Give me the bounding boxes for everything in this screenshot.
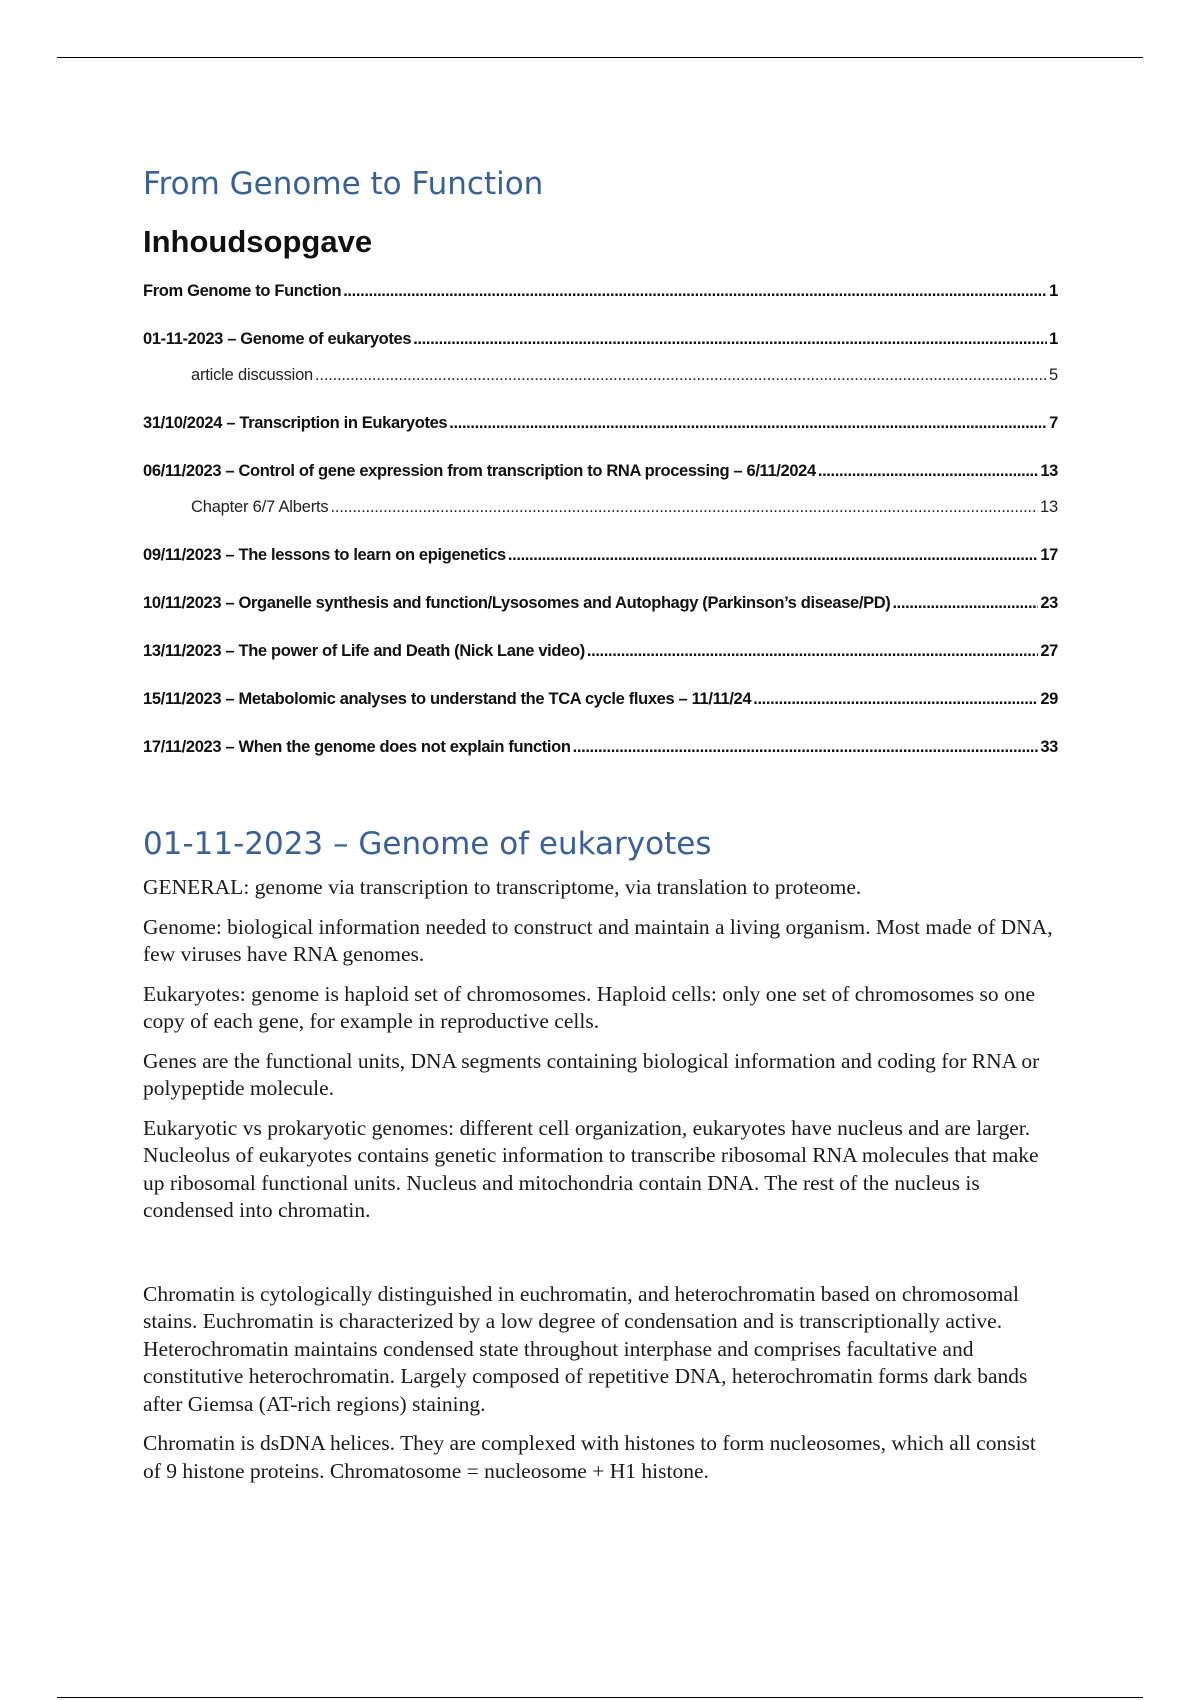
toc-entry[interactable] xyxy=(143,640,1058,662)
toc-entry-title: Chapter 6/7 Alberts xyxy=(191,498,329,516)
toc-entry-page-number: 23 xyxy=(1040,594,1058,612)
toc-entry-page-number: 5 xyxy=(1049,366,1058,384)
toc-entry[interactable] xyxy=(143,460,1058,482)
toc-leader-dots xyxy=(573,736,1039,758)
document-title: From Genome to Function xyxy=(143,166,544,202)
toc-entry-page-number: 17 xyxy=(1040,546,1058,564)
table-of-contents xyxy=(143,280,1058,758)
toc-entry[interactable] xyxy=(143,328,1058,350)
toc-entry-title: 01-11-2023 – Genome of eukaryotes xyxy=(143,330,412,348)
toc-entry-title: article discussion xyxy=(191,366,314,384)
toc-entry-page-number: 1 xyxy=(1049,330,1058,348)
toc-entry-page-number: 27 xyxy=(1040,642,1058,660)
toc-entry-title: 17/11/2023 – When the genome does not explain function xyxy=(143,738,571,756)
toc-entry-page-number: 13 xyxy=(1040,498,1058,516)
toc-entry[interactable] xyxy=(143,688,1058,710)
toc-entry[interactable] xyxy=(143,592,1058,614)
toc-entry-page-number: 13 xyxy=(1040,462,1058,480)
section-body xyxy=(143,874,1058,1485)
toc-entry[interactable] xyxy=(143,496,1058,518)
toc-entry-title: 06/11/2023 – Control of gene expression from transcription to RNA processing – 6/11/2024 xyxy=(143,462,816,480)
toc-leader-dots xyxy=(587,640,1038,662)
toc-leader-dots xyxy=(818,460,1039,482)
paragraph: Genes are the functional units, DNA segments containing biological information and coding for RNA or polypeptide molecule. xyxy=(143,1048,1040,1100)
toc-entry[interactable] xyxy=(143,412,1058,434)
toc-entry-page-number: 7 xyxy=(1049,414,1058,432)
toc-entry[interactable] xyxy=(143,280,1058,302)
toc-entry-title: From Genome to Function xyxy=(143,282,342,300)
paragraph: GENERAL: genome via transcription to transcriptome, via translation to proteome. xyxy=(143,875,862,899)
paragraph: Eukaryotic vs prokaryotic genomes: different cell organization, eukaryotes have nucleus and are larger. Nucleolus of eukaryotes contains genetic information to transcribe ribosomal RNA molecules that make up ribosomal functional units. Nucleus and mitochondria contain DNA. The rest of the nucleus is condensed into chromatin. xyxy=(143,1115,1039,1222)
paragraph: Chromatin is dsDNA helices. They are complexed with histones to form nucleosomes, which all consist of 9 histone proteins. Chromatosome = nucleosome + H1 histone. xyxy=(143,1431,1036,1483)
paragraph: Genome: biological information needed to construct and maintain a living organism. Most made of DNA, few viruses have RNA genomes. xyxy=(143,914,1053,966)
toc-entry-page-number: 1 xyxy=(1049,282,1058,300)
toc-leader-dots xyxy=(330,496,1038,518)
toc-leader-dots xyxy=(753,688,1038,710)
toc-entry-page-number: 33 xyxy=(1040,738,1058,756)
toc-entry-title: 10/11/2023 – Organelle synthesis and function/Lysosomes and Autophagy (Parkinson’s disease/PD) xyxy=(143,594,891,612)
toc-leader-dots xyxy=(413,328,1047,350)
footer-rule xyxy=(57,1697,1143,1698)
header-rule xyxy=(57,57,1143,58)
toc-entry-title: 15/11/2023 – Metabolomic analyses to understand the TCA cycle fluxes – 11/11/24 xyxy=(143,690,752,708)
section-heading: 01-11-2023 – Genome of eukaryotes xyxy=(143,826,712,862)
toc-entry-page-number: 29 xyxy=(1040,690,1058,708)
toc-entry[interactable] xyxy=(143,364,1058,386)
toc-leader-dots xyxy=(315,364,1047,386)
toc-entry-title: 31/10/2024 – Transcription in Eukaryotes xyxy=(143,414,448,432)
toc-heading: Inhoudsopgave xyxy=(143,224,373,259)
toc-entry[interactable] xyxy=(143,544,1058,566)
toc-entry-title: 09/11/2023 – The lessons to learn on epigenetics xyxy=(143,546,506,564)
paragraph: Eukaryotes: genome is haploid set of chromosomes. Haploid cells: only one set of chromosomes so one copy of each gene, for example in reproductive cells. xyxy=(143,981,1036,1033)
toc-entry-title: 13/11/2023 – The power of Life and Death (Nick Lane video) xyxy=(143,642,585,660)
toc-leader-dots xyxy=(449,412,1047,434)
toc-leader-dots xyxy=(343,280,1047,302)
paragraph: Chromatin is cytologically distinguished in euchromatin, and heterochromatin based on chromosomal stains. Euchromatin is characterized by a low degree of condensation and is transcriptionally active. Heterochromatin maintains condensed state throughout interphase and comprises facultative and constitutive heterochromatin. Largely composed of repetitive DNA, heterochromatin forms dark bands after Giemsa (AT-rich regions) staining. xyxy=(143,1281,1028,1416)
document-page xyxy=(143,160,1058,1497)
toc-leader-dots xyxy=(508,544,1038,566)
toc-entry[interactable] xyxy=(143,736,1058,758)
toc-leader-dots xyxy=(892,592,1038,614)
